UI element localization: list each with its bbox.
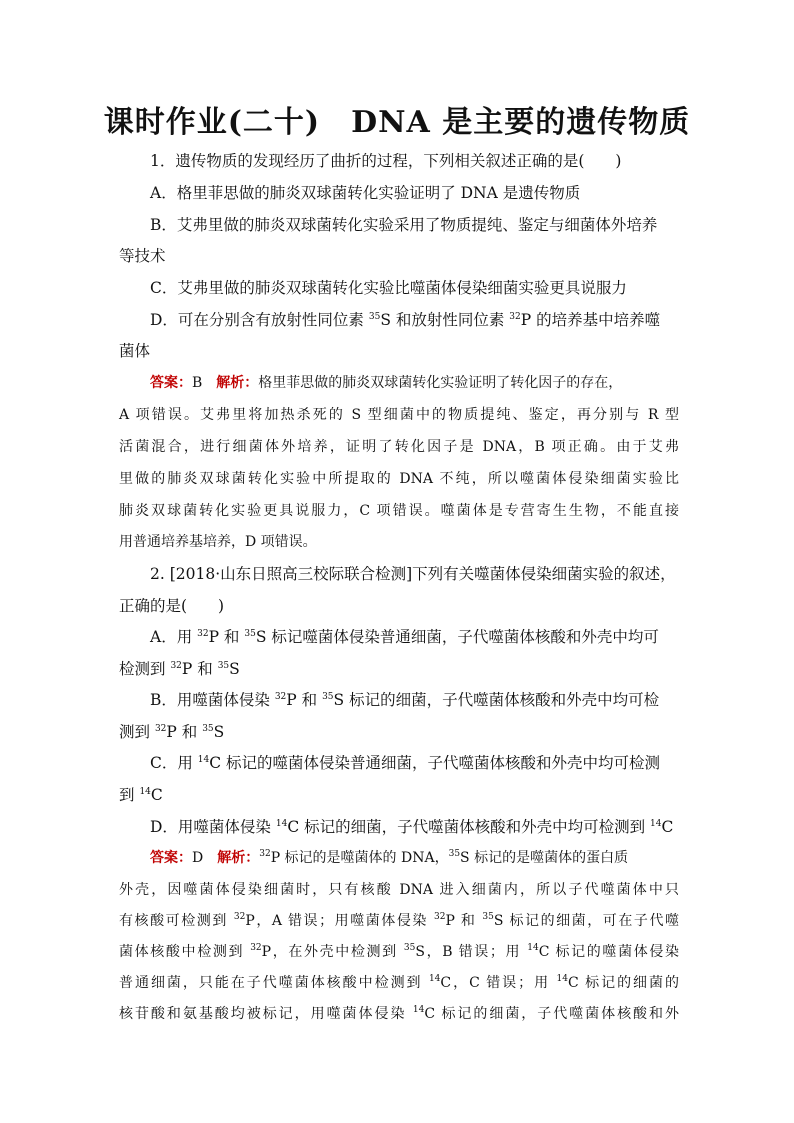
q1-explanation-line4: 里做的肺炎双球菌转化实验中所提取的 DNA 不纯，所以噬菌体侵染细菌实验比 (119, 471, 679, 487)
q2-explanation-line5: 普通细菌，只能在子代噬菌体核酸中检测到 $^{14}$C，C 错误；用 $^{14}$C 标记的细菌的 (119, 974, 679, 991)
q2-option-b-line1: B．用噬菌体侵染 $^{32}$P 和 $^{35}$S 标记的细菌，子代噬菌体核酸和外壳中均可检 (150, 691, 660, 709)
explanation-label: 解析： (217, 850, 260, 866)
q2-explanation-line2: 外壳，因噬菌体侵染细菌时，只有核酸 DNA 进入细菌内，所以子代噬菌体中只 (119, 882, 679, 898)
answer-label: 答案： (150, 850, 192, 866)
q2-answer-line: 答案：D 解析：$^{32}$P 标记的是噬菌体的 DNA，$^{35}$S 标记的是噬菌体的蛋白质 (150, 849, 629, 866)
answer-value: B (192, 375, 217, 391)
q1-option-d-line2: 菌体 (119, 342, 151, 360)
q2-stem-line2: 正确的是( ) (119, 597, 225, 615)
q1-explanation-line5: 肺炎双球菌转化实验更具说服力，C 项错误。噬菌体是专营寄生生物，不能直接 (119, 503, 679, 519)
q2-explanation-line3: 有核酸可检测到 $^{32}$P，A 错误；用噬菌体侵染 $^{32}$P 和 $^{35}$S 标记的细菌，可在子代噬 (119, 912, 680, 929)
q2-option-b-line2: 测到 $^{32}$P 和 $^{35}$S (119, 723, 225, 741)
q2-option-a-line1: A．用 $^{32}$P 和 $^{35}$S 标记噬菌体侵染普通细菌，子代噬菌体核酸和外壳中均可 (150, 628, 659, 646)
q1-explanation-line3: 活菌混合，进行细菌体外培养，证明了转化因子是 DNA，B 项正确。由于艾弗 (119, 439, 679, 455)
q2-explanation-line4: 菌体核酸中检测到 $^{32}$P，在外壳中检测到 $^{35}$S，B 错误；用 $^{14}$C 标记的噬菌体侵染 (119, 943, 679, 960)
q1-explanation-line6: 用普通培养基培养，D 项错误。 (119, 534, 317, 550)
q2-option-c-line2: 到 $^{14}$C (119, 786, 163, 804)
q1-explanation-line2: A 项错误。艾弗里将加热杀死的 S 型细菌中的物质提纯、鉴定，再分别与 R 型 (119, 407, 679, 423)
answer-label: 答案： (150, 375, 192, 391)
q1-stem: 1．遗传物质的发现经历了曲折的过程，下列相关叙述正确的是( ) (150, 152, 622, 170)
q1-option-b-line1: B．艾弗里做的肺炎双球菌转化实验采用了物质提纯、鉴定与细菌体外培养 (150, 216, 658, 234)
q1-option-b-line2: 等技术 (119, 247, 166, 265)
answer-value: D (192, 850, 218, 866)
page-title: 课时作业(二十) DNA 是主要的遗传物质 (103, 105, 691, 140)
q2-option-a-line2: 检测到 $^{32}$P 和 $^{35}$S (119, 660, 240, 678)
q2-option-d: D．用噬菌体侵染 $^{14}$C 标记的细菌，子代噬菌体核酸和外壳中均可检测到 $^{14}$C (150, 818, 674, 836)
q1-option-a: A．格里菲思做的肺炎双球菌转化实验证明了 DNA 是遗传物质 (150, 184, 581, 202)
q2-explanation-line6: 核苷酸和氨基酸均被标记，用噬菌体侵染 $^{14}$C 标记的细菌，子代噬菌体核酸和外 (119, 1005, 679, 1022)
q1-option-c: C．艾弗里做的肺炎双球菌转化实验比噬菌体侵染细菌实验更具说服力 (150, 279, 627, 297)
explanation-label: 解析： (216, 375, 259, 391)
q1-option-d-line1: D．可在分别含有放射性同位素 $^{35}$S 和放射性同位素 $^{32}$P 的培养基中培养噬 (150, 311, 661, 329)
q2-option-c-line1: C．用 $^{14}$C 标记的噬菌体侵染普通细菌，子代噬菌体核酸和外壳中均可检测 (150, 754, 661, 772)
q2-stem-line1: 2. [2018·山东日照高三校际联合检测]下列有关噬菌体侵染细菌实验的叙述， (150, 565, 676, 583)
q1-answer-line: 答案：B 解析：格里菲思做的肺炎双球菌转化实验证明了转化因子的存在， (150, 375, 623, 391)
